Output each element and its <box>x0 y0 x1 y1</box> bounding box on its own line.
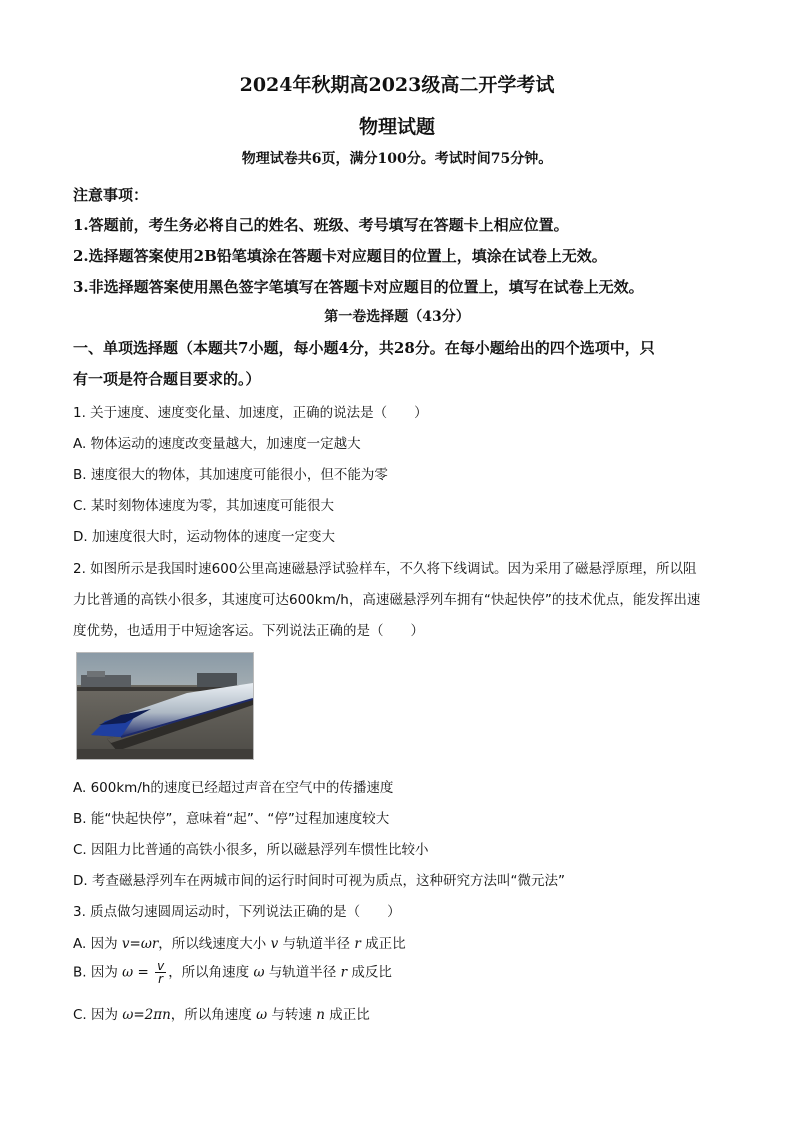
q1-option-d: D. 加速度很大时，运动物体的速度一定变大 <box>73 529 335 545</box>
notice-heading: 注意事项： <box>73 186 149 204</box>
option-text: 成正比 <box>329 1007 370 1023</box>
q1-option-b: B. 速度很大的物体，其加速度可能很小，但不能为零 <box>73 467 388 483</box>
q3-option-a <box>73 932 734 952</box>
maglev-train-photo <box>76 652 254 760</box>
subject-title: 物理试题 <box>358 116 435 138</box>
q2-option-a: A. 600km/h的速度已经超过声音在空气中的传播速度 <box>73 780 394 796</box>
q3-option-b <box>73 960 734 985</box>
denominator: r <box>158 972 164 986</box>
variable: r <box>354 936 361 952</box>
option-text: 与轨道半径 <box>282 936 351 952</box>
option-text: ，所以线速度大小 <box>158 936 267 952</box>
option-prefix: B. 因为 <box>73 964 118 981</box>
notice-item: 1.答题前，考生务必将自己的姓名、班级、考号填写在答题卡上相应位置。 <box>73 216 569 234</box>
variable: v <box>270 936 279 952</box>
variable: r <box>340 964 348 981</box>
question-2-stem: 2. 如图所示是我国时速600公里高速磁悬浮试验样车，不久将下线调试。因为采用了磁悬浮原理，所以阻 <box>73 561 697 577</box>
fraction <box>155 960 166 985</box>
numerator: v <box>157 959 165 973</box>
exam-info: 物理试卷共6页，满分100分。考试时间75分钟。 <box>241 151 553 167</box>
notice-item: 2.选择题答案使用2B铅笔填涂在答题卡对应题目的位置上，填涂在试卷上无效。 <box>73 247 607 265</box>
question-2-stem: 度优势，也适用于中短途客运。下列说法正确的是（ ） <box>73 623 424 639</box>
q2-option-b: B. 能“快起快停”，意味着“起”、“停”过程加速度较大 <box>73 811 390 827</box>
formula: ω = <box>122 964 149 981</box>
option-prefix: C. 因为 <box>73 1007 119 1023</box>
question-3-stem: 3. 质点做匀速圆周运动时，下列说法正确的是（ ） <box>73 904 401 920</box>
notice-item: 3.非选择题答案使用黑色签字笔填写在答题卡对应题目的位置上，填写在试卷上无效。 <box>73 278 644 296</box>
option-text: 与转速 <box>271 1007 312 1023</box>
question-2-stem: 力比普通的高铁小很多，其速度可达600km/h，高速磁悬浮列车拥有“快起快停”的技术优点，能发挥出速 <box>73 592 701 608</box>
variable: ω <box>253 964 265 981</box>
q1-option-c: C. 某时刻物体速度为零，其加速度可能很大 <box>73 498 335 514</box>
formula: ω=2πn <box>122 1007 171 1023</box>
section-instructions: 一、单项选择题（本题共7小题，每小题4分，共28分。在每小题给出的四个选项中，只 <box>73 339 655 357</box>
q3-option-c <box>73 1003 734 1023</box>
q2-option-d: D. 考查磁悬浮列车在两城市间的运行时间时可视为质点，这种研究方法叫“微元法” <box>73 873 565 889</box>
option-prefix: A. 因为 <box>73 936 118 952</box>
formula: v=ωr <box>121 936 159 952</box>
variable: n <box>316 1007 325 1023</box>
section-instructions: 有一项是符合题目要求的。） <box>73 370 261 388</box>
variable: ω <box>256 1007 268 1023</box>
exam-title: 2024年秋期高2023级高二开学考试 <box>239 74 555 96</box>
q1-option-a: A. 物体运动的速度改变量越大，加速度一定越大 <box>73 436 361 452</box>
question-1-stem: 1. 关于速度、速度变化量、加速度，正确的说法是（ ） <box>73 405 428 421</box>
option-text: 成正比 <box>365 936 406 952</box>
option-text: ，所以角速度 <box>168 964 250 981</box>
option-text: 成反比 <box>351 964 392 981</box>
q2-option-c: C. 因阻力比普通的高铁小很多，所以磁悬浮列车惯性比较小 <box>73 842 429 858</box>
part1-heading: 第一卷选择题（43分） <box>324 309 470 325</box>
option-text: 与轨道半径 <box>268 964 337 981</box>
option-text: ，所以角速度 <box>170 1007 252 1023</box>
